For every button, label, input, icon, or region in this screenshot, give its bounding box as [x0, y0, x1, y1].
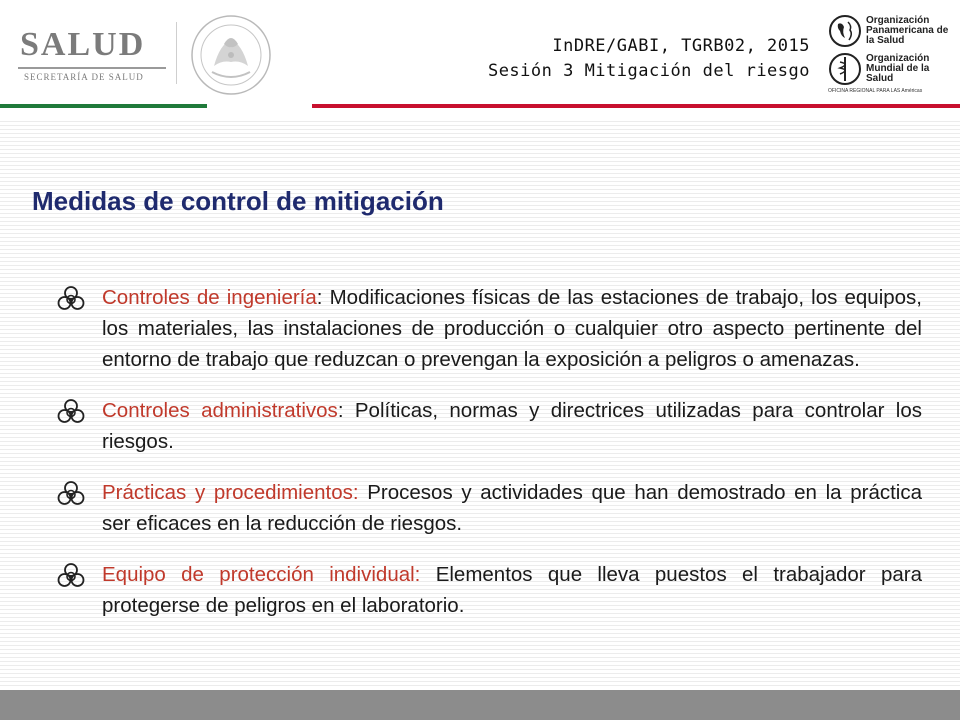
list-item	[56, 282, 922, 375]
item-term: Controles administrativos	[102, 399, 338, 422]
ops-emblem-icon	[828, 14, 862, 48]
ops-oms-logo	[828, 14, 956, 96]
oms-name: Organización Mundial de la Salud	[866, 53, 930, 84]
salud-logo-rule	[18, 67, 166, 69]
biohazard-icon	[56, 285, 86, 311]
header-green-bar	[0, 104, 207, 108]
oms-logo	[828, 52, 956, 88]
item-term-colon: :	[337, 399, 344, 422]
item-description: Políticas, normas y directrices utilizadas para controlar los riesgos.	[102, 399, 922, 453]
list-item	[56, 477, 922, 539]
oms-emblem-icon	[828, 52, 862, 86]
slide-title: Medidas de control de mitigación	[32, 186, 444, 216]
item-description: Elementos que lleva puestos el trabajador para protegerse de peligros en el laboratorio.	[102, 563, 922, 617]
slide-footer-bar	[0, 690, 960, 720]
salud-logo-subtitle: SECRETARÍA DE SALUD	[24, 72, 144, 82]
biohazard-icon	[56, 562, 86, 588]
course-code: InDRE/GABI, TGRB02, 2015	[552, 36, 810, 56]
header-red-bar	[312, 104, 960, 108]
biohazard-icon	[56, 480, 86, 506]
biohazard-icon	[56, 398, 86, 424]
slide-header	[0, 0, 960, 108]
list-item	[56, 395, 922, 457]
item-term: Prácticas y procedimientos:	[102, 481, 359, 504]
header-divider	[176, 22, 177, 84]
item-term-colon: :	[316, 286, 323, 309]
mexico-seal-icon	[190, 14, 272, 96]
salud-logo-text: SALUD	[20, 26, 146, 63]
item-description: Modificaciones físicas de las estaciones de trabajo, los equipos, los materiales, las instalaciones de producción o cualquier otro aspecto pertinente del entorno de trabajo que reduzcan o prevengan la exposición a peligros o amenazas.	[102, 286, 922, 371]
item-term: Equipo de protección individual:	[102, 563, 421, 586]
item-term: Controles de ingeniería	[102, 286, 317, 309]
control-measures-list	[56, 282, 922, 641]
item-description: Procesos y actividades que han demostrado en la práctica ser eficaces en la reducción de riesgos.	[102, 481, 922, 535]
session-title: Sesión 3 Mitigación del riesgo	[487, 61, 810, 81]
list-item	[56, 559, 922, 621]
ops-name: Organización Panamericana de la Salud	[866, 15, 949, 46]
ops-regional-office: OFICINA REGIONAL PARA LAS Américas	[828, 88, 923, 94]
course-info	[488, 34, 810, 84]
ops-logo	[828, 14, 956, 50]
salud-logo	[18, 26, 168, 82]
